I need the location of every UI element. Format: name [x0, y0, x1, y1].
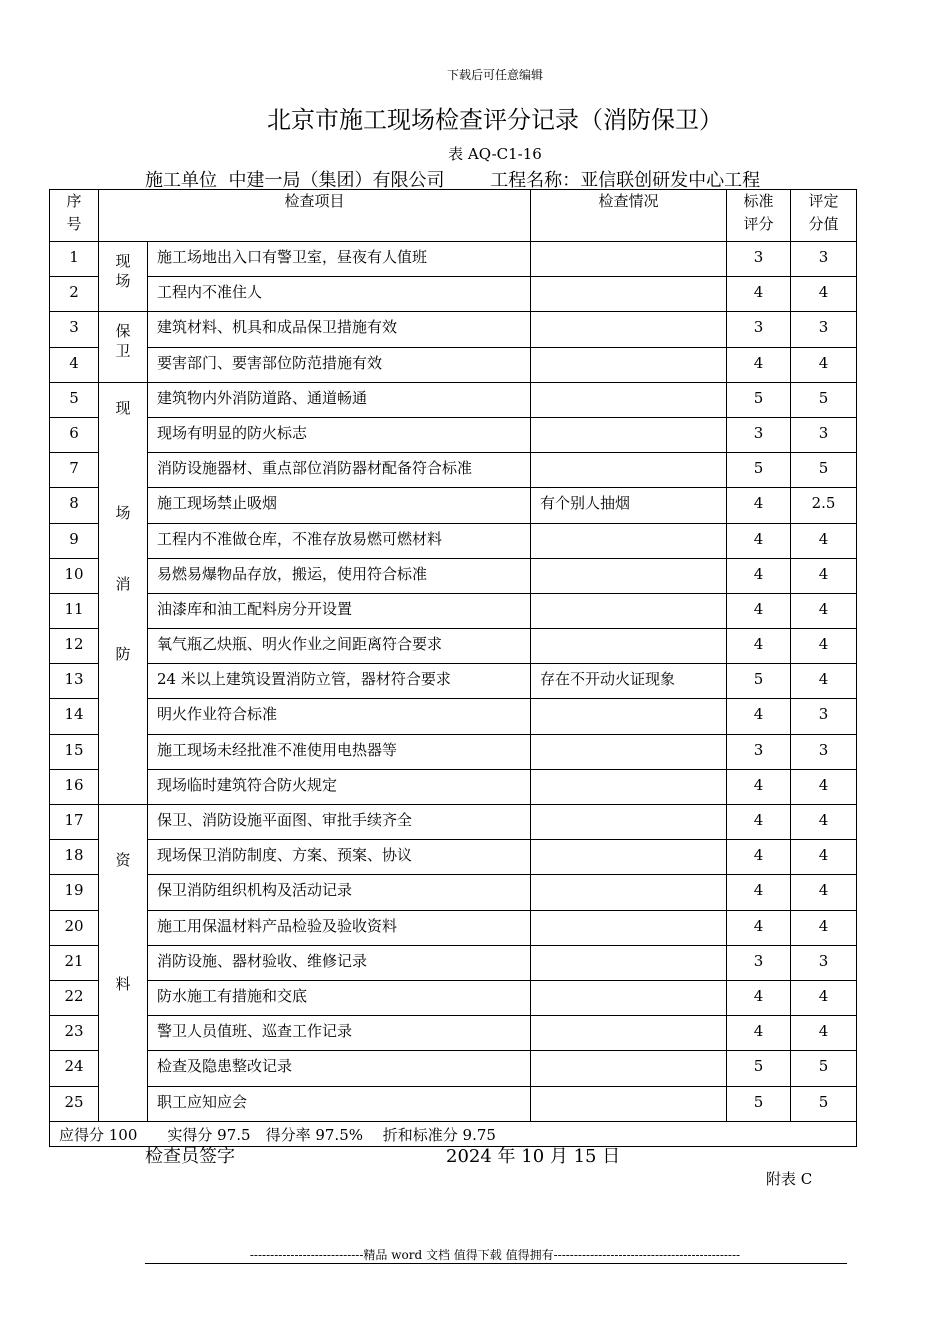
table-row	[50, 277, 857, 312]
row-seq: 4	[50, 347, 99, 382]
bottom-rule	[145, 1263, 847, 1264]
row-standard: 4	[727, 769, 791, 804]
category-char: 消	[115, 574, 131, 593]
table-row	[50, 734, 857, 769]
row-item: 检查及隐患整改记录	[148, 1051, 531, 1086]
row-score: 4	[791, 593, 857, 628]
row-item: 氧气瓶乙炔瓶、明火作业之间距离符合要求	[148, 629, 531, 664]
row-item: 现场有明显的防火标志	[148, 417, 531, 452]
row-seq: 18	[50, 840, 99, 875]
row-standard: 4	[727, 629, 791, 664]
row-situation	[531, 453, 727, 488]
row-situation	[531, 699, 727, 734]
category-char: 资	[115, 851, 131, 869]
row-situation	[531, 910, 727, 945]
category-char: 场	[115, 272, 131, 290]
row-item: 施工用保温材料产品检验及验收资料	[148, 910, 531, 945]
row-seq: 25	[50, 1086, 99, 1121]
row-item: 消防设施、器材验收、维修记录	[148, 945, 531, 980]
category-char: 防	[115, 644, 131, 663]
row-seq: 8	[50, 488, 99, 523]
row-standard: 4	[727, 840, 791, 875]
row-situation	[531, 840, 727, 875]
row-standard: 4	[727, 699, 791, 734]
header-note: 下载后可任意编辑	[446, 68, 543, 82]
row-seq: 19	[50, 875, 99, 910]
row-standard: 3	[727, 945, 791, 980]
row-situation: 有个别人抽烟	[531, 488, 727, 523]
inspection-date: 2024 年 10 月 15 日	[446, 1146, 621, 1167]
row-seq: 6	[50, 417, 99, 452]
row-situation	[531, 523, 727, 558]
category-cell	[99, 312, 148, 382]
row-seq: 3	[50, 312, 99, 347]
table-row	[50, 910, 857, 945]
category-char: 保	[115, 322, 131, 341]
row-item: 工程内不准住人	[148, 277, 531, 312]
category-char: 卫	[115, 342, 131, 361]
table-row	[50, 769, 857, 804]
table-row	[50, 1086, 857, 1121]
row-score: 4	[791, 1016, 857, 1051]
row-standard: 4	[727, 347, 791, 382]
table-header-row	[50, 190, 857, 242]
row-item: 要害部门、要害部位防范措施有效	[148, 347, 531, 382]
table-row	[50, 629, 857, 664]
row-situation	[531, 417, 727, 452]
row-standard: 3	[727, 242, 791, 277]
header-situation: 检查情况	[531, 190, 727, 242]
header-score: 评定 分值	[791, 190, 857, 242]
category-char: 现	[115, 252, 131, 270]
row-score: 4	[791, 277, 857, 312]
row-item: 保卫消防组织机构及活动记录	[148, 875, 531, 910]
category-cell	[99, 805, 148, 1122]
table-row	[50, 1016, 857, 1051]
row-seq: 9	[50, 523, 99, 558]
table-row	[50, 312, 857, 347]
row-score: 4	[791, 629, 857, 664]
row-score: 4	[791, 347, 857, 382]
table-row	[50, 382, 857, 417]
row-score: 5	[791, 453, 857, 488]
row-seq: 23	[50, 1016, 99, 1051]
project-value: 亚信联创研发中心工程	[580, 170, 761, 191]
row-score: 3	[791, 312, 857, 347]
row-situation	[531, 1086, 727, 1121]
summary-text: 应得分 100 实得分 97.5 得分率 97.5% 折和标准分 9.75	[50, 1121, 857, 1147]
row-seq: 16	[50, 769, 99, 804]
row-standard: 4	[727, 875, 791, 910]
project-label: 工程名称：	[490, 170, 581, 191]
table-row	[50, 417, 857, 452]
row-seq: 15	[50, 734, 99, 769]
row-score: 5	[791, 1051, 857, 1086]
row-standard: 3	[727, 417, 791, 452]
row-standard: 3	[727, 312, 791, 347]
row-score: 4	[791, 664, 857, 699]
table-row	[50, 664, 857, 699]
row-standard: 4	[727, 910, 791, 945]
row-score: 4	[791, 840, 857, 875]
table-row	[50, 699, 857, 734]
row-score: 3	[791, 417, 857, 452]
row-item: 现场保卫消防制度、方案、预案、协议	[148, 840, 531, 875]
row-item: 防水施工有措施和交底	[148, 980, 531, 1015]
bottom-note: ----------------------------精品 word 文档 值得下载 值得拥有----------------------------------------------	[249, 1248, 741, 1262]
row-seq: 14	[50, 699, 99, 734]
row-item: 施工现场未经批准不准使用电热器等	[148, 734, 531, 769]
table-row	[50, 1051, 857, 1086]
row-situation	[531, 382, 727, 417]
row-seq: 10	[50, 558, 99, 593]
row-situation	[531, 558, 727, 593]
row-item: 职工应知应会	[148, 1086, 531, 1121]
row-standard: 4	[727, 488, 791, 523]
row-standard: 5	[727, 453, 791, 488]
category-char: 现	[115, 398, 131, 417]
category-char: 料	[115, 975, 131, 993]
unit-value: 中建一局（集团）有限公司	[228, 170, 445, 191]
form-number: 表 AQ-C1-16	[448, 145, 542, 163]
appendix-label: 附表 C	[766, 1170, 813, 1188]
row-score: 3	[791, 734, 857, 769]
table-row	[50, 593, 857, 628]
row-seq: 24	[50, 1051, 99, 1086]
row-seq: 21	[50, 945, 99, 980]
row-situation	[531, 1016, 727, 1051]
row-item: 施工现场禁止吸烟	[148, 488, 531, 523]
row-score: 4	[791, 523, 857, 558]
row-seq: 7	[50, 453, 99, 488]
table-row	[50, 453, 857, 488]
row-item: 保卫、消防设施平面图、审批手续齐全	[148, 805, 531, 840]
row-item: 现场临时建筑符合防火规定	[148, 769, 531, 804]
table-row	[50, 242, 857, 277]
row-situation: 存在不开动火证现象	[531, 664, 727, 699]
row-situation	[531, 980, 727, 1015]
category-char: 场	[115, 503, 131, 522]
row-seq: 13	[50, 664, 99, 699]
row-situation	[531, 629, 727, 664]
inspector-label: 检查员签字	[145, 1146, 235, 1167]
row-standard: 5	[727, 664, 791, 699]
row-score: 5	[791, 1086, 857, 1121]
table-row	[50, 840, 857, 875]
category-cell	[99, 382, 148, 804]
table-row	[50, 805, 857, 840]
row-item: 明火作业符合标准	[148, 699, 531, 734]
row-situation	[531, 277, 727, 312]
row-item: 消防设施器材、重点部位消防器材配备符合标准	[148, 453, 531, 488]
row-situation	[531, 347, 727, 382]
row-item: 易燃易爆物品存放，搬运，使用符合标准	[148, 558, 531, 593]
row-seq: 22	[50, 980, 99, 1015]
row-standard: 5	[727, 382, 791, 417]
row-item: 工程内不准做仓库，不准存放易燃可燃材料	[148, 523, 531, 558]
row-seq: 17	[50, 805, 99, 840]
page-title: 北京市施工现场检查评分记录（消防保卫）	[267, 106, 723, 134]
table-row	[50, 558, 857, 593]
score-table	[49, 189, 857, 1147]
row-standard: 4	[727, 980, 791, 1015]
row-score: 3	[791, 945, 857, 980]
category-cell	[99, 242, 148, 312]
row-item: 24 米以上建筑设置消防立管，器材符合要求	[148, 664, 531, 699]
row-situation	[531, 769, 727, 804]
row-seq: 1	[50, 242, 99, 277]
row-item: 警卫人员值班、巡查工作记录	[148, 1016, 531, 1051]
table-row	[50, 945, 857, 980]
unit-label: 施工单位	[145, 170, 217, 191]
row-score: 4	[791, 910, 857, 945]
row-standard: 4	[727, 1016, 791, 1051]
row-standard: 3	[727, 734, 791, 769]
row-situation	[531, 805, 727, 840]
header-standard: 标准 评分	[727, 190, 791, 242]
row-seq: 5	[50, 382, 99, 417]
row-seq: 12	[50, 629, 99, 664]
row-standard: 4	[727, 558, 791, 593]
table-row	[50, 875, 857, 910]
row-standard: 5	[727, 1086, 791, 1121]
row-standard: 4	[727, 277, 791, 312]
row-score: 4	[791, 805, 857, 840]
row-item: 建筑材料、机具和成品保卫措施有效	[148, 312, 531, 347]
row-situation	[531, 734, 727, 769]
row-situation	[531, 875, 727, 910]
row-score: 2.5	[791, 488, 857, 523]
row-standard: 5	[727, 1051, 791, 1086]
table-row	[50, 523, 857, 558]
row-standard: 4	[727, 523, 791, 558]
row-item: 建筑物内外消防道路、通道畅通	[148, 382, 531, 417]
row-situation	[531, 945, 727, 980]
row-score: 4	[791, 558, 857, 593]
row-score: 4	[791, 875, 857, 910]
row-situation	[531, 242, 727, 277]
row-standard: 4	[727, 593, 791, 628]
row-score: 4	[791, 980, 857, 1015]
row-seq: 20	[50, 910, 99, 945]
row-item: 油漆库和油工配料房分开设置	[148, 593, 531, 628]
row-score: 4	[791, 769, 857, 804]
row-situation	[531, 593, 727, 628]
row-situation	[531, 312, 727, 347]
row-score: 3	[791, 699, 857, 734]
table-row	[50, 347, 857, 382]
row-standard: 4	[727, 805, 791, 840]
header-item: 检查项目	[99, 190, 531, 242]
table-row	[50, 488, 857, 523]
row-seq: 11	[50, 593, 99, 628]
row-seq: 2	[50, 277, 99, 312]
row-situation	[531, 1051, 727, 1086]
row-item: 施工场地出入口有警卫室，昼夜有人值班	[148, 242, 531, 277]
header-seq: 序 号	[50, 190, 99, 242]
row-score: 3	[791, 242, 857, 277]
row-score: 5	[791, 382, 857, 417]
table-row	[50, 980, 857, 1015]
